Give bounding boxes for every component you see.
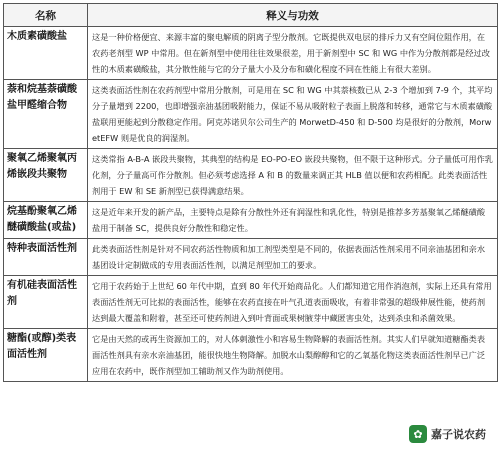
table-row [4,202,498,239]
row-description: 这是一种价格便宜、来源丰富的聚电解质的阴离子型分散剂。它既提供双电层的排斥力又有空间位阻作用，在农药老剂型 WP 中常用。但在新剂型中使用往往效果很差，用于新剂型中 SC 和 WG 中作为分散剂都是经过改性的木质素磺酸盐，其分散性能与它的分子量大小及分布和磺化程度不同在性能上有很大差别。 [88,27,498,80]
table-row [4,329,498,382]
table-header-row [4,4,498,27]
row-description: 此类表面活性剂是针对不同农药活性物质和加工剂型类型是不同的，依据表面活性剂采用不同亲油基团和亲水基团设计定制做成的专用表面活性剂，以满足剂型加工的要求。 [88,239,498,276]
watermark-text: 嘉子说农药 [431,428,486,441]
row-description: 它是由天然的或再生资源加工的，对人体刺激性小和容易生物降解的表面活性剂。其实人们早就知道糖酯类表面活性剂具有亲水亲油基团，能很快地生物降解。加脱水山梨醇醇和它的乙氧基化物这类表面活性剂早已广泛应用在农药中，既作剂型加工辅助剂又作为助剂使用。 [88,329,498,382]
row-name: 萘和烷基萘磺酸盐甲醛缩合物 [4,80,88,149]
row-name: 聚氧乙烯聚氧丙烯嵌段共聚物 [4,149,88,202]
table-row [4,80,498,149]
table-row [4,276,498,329]
watermark [405,424,490,444]
wechat-logo-icon: ✿ [409,425,427,443]
table-row [4,239,498,276]
row-name: 糖酯(或醇)类表面活性剂 [4,329,88,382]
header-description: 释义与功效 [88,4,498,27]
row-name: 有机硅表面活性剂 [4,276,88,329]
header-name: 名称 [4,4,88,27]
row-description: 它用于农药始于上世纪 60 年代中期，直到 80 年代开始商品化。人们都知道它用作消泡剂，实际上还具有常用表面活性剂无可比拟的表面活性，能够在农药直接在叶气孔道表面吸收，有着非常强的超级伸展性能，使药剂达到最大覆盖和附着，甚至还可使药剂进入到叶背面或果树腋芽中藏匿害虫处，达到杀虫和杀菌效果。 [88,276,498,329]
row-description: 这类表面活性剂在农药剂型中常用分散剂，可是用在 SC 和 WG 中其萘核数已从 2-3 个增加到 7-9 个，其平均分子量增到 2200，也即增强亲油基团吸附能力，保证不易从吸附粒子表面上脱落和转移，通常它与木质素磺酸盐联用更能起到分散稳定作用。阿克苏诺贝尔公司生产的 MorwetD-450 和 D-500 均是很好的分散剂，MorwetEFW 则是优良的润湿剂。 [88,80,498,149]
row-name: 特种表面活性剂 [4,239,88,276]
surfactant-table [3,3,498,382]
table-row [4,149,498,202]
table-row [4,27,498,80]
row-name: 木质素磺酸盐 [4,27,88,80]
row-name: 烷基酚聚氧乙烯醚磺酸盐(或盐) [4,202,88,239]
row-description: 这类常指 A-B-A 嵌段共聚物，其典型的结构是 EO-PO-EO 嵌段共聚物，但不限于这种形式。分子量低可用作乳化剂，分子量高可作分散剂。但必须考虑选择 A 和 B 的数量来调正其 HLB 值以便和农药相配。此类表面活性剂用于 EW 和 SE 新剂型已获得满意结果。 [88,149,498,202]
row-description: 这是近年来开发的新产品，主要特点是除有分散性外还有润湿性和乳化性，特别是推荐多芳基聚氧乙烯醚磺酸盐用于制备 SC，提供良好分散性和稳定性。 [88,202,498,239]
